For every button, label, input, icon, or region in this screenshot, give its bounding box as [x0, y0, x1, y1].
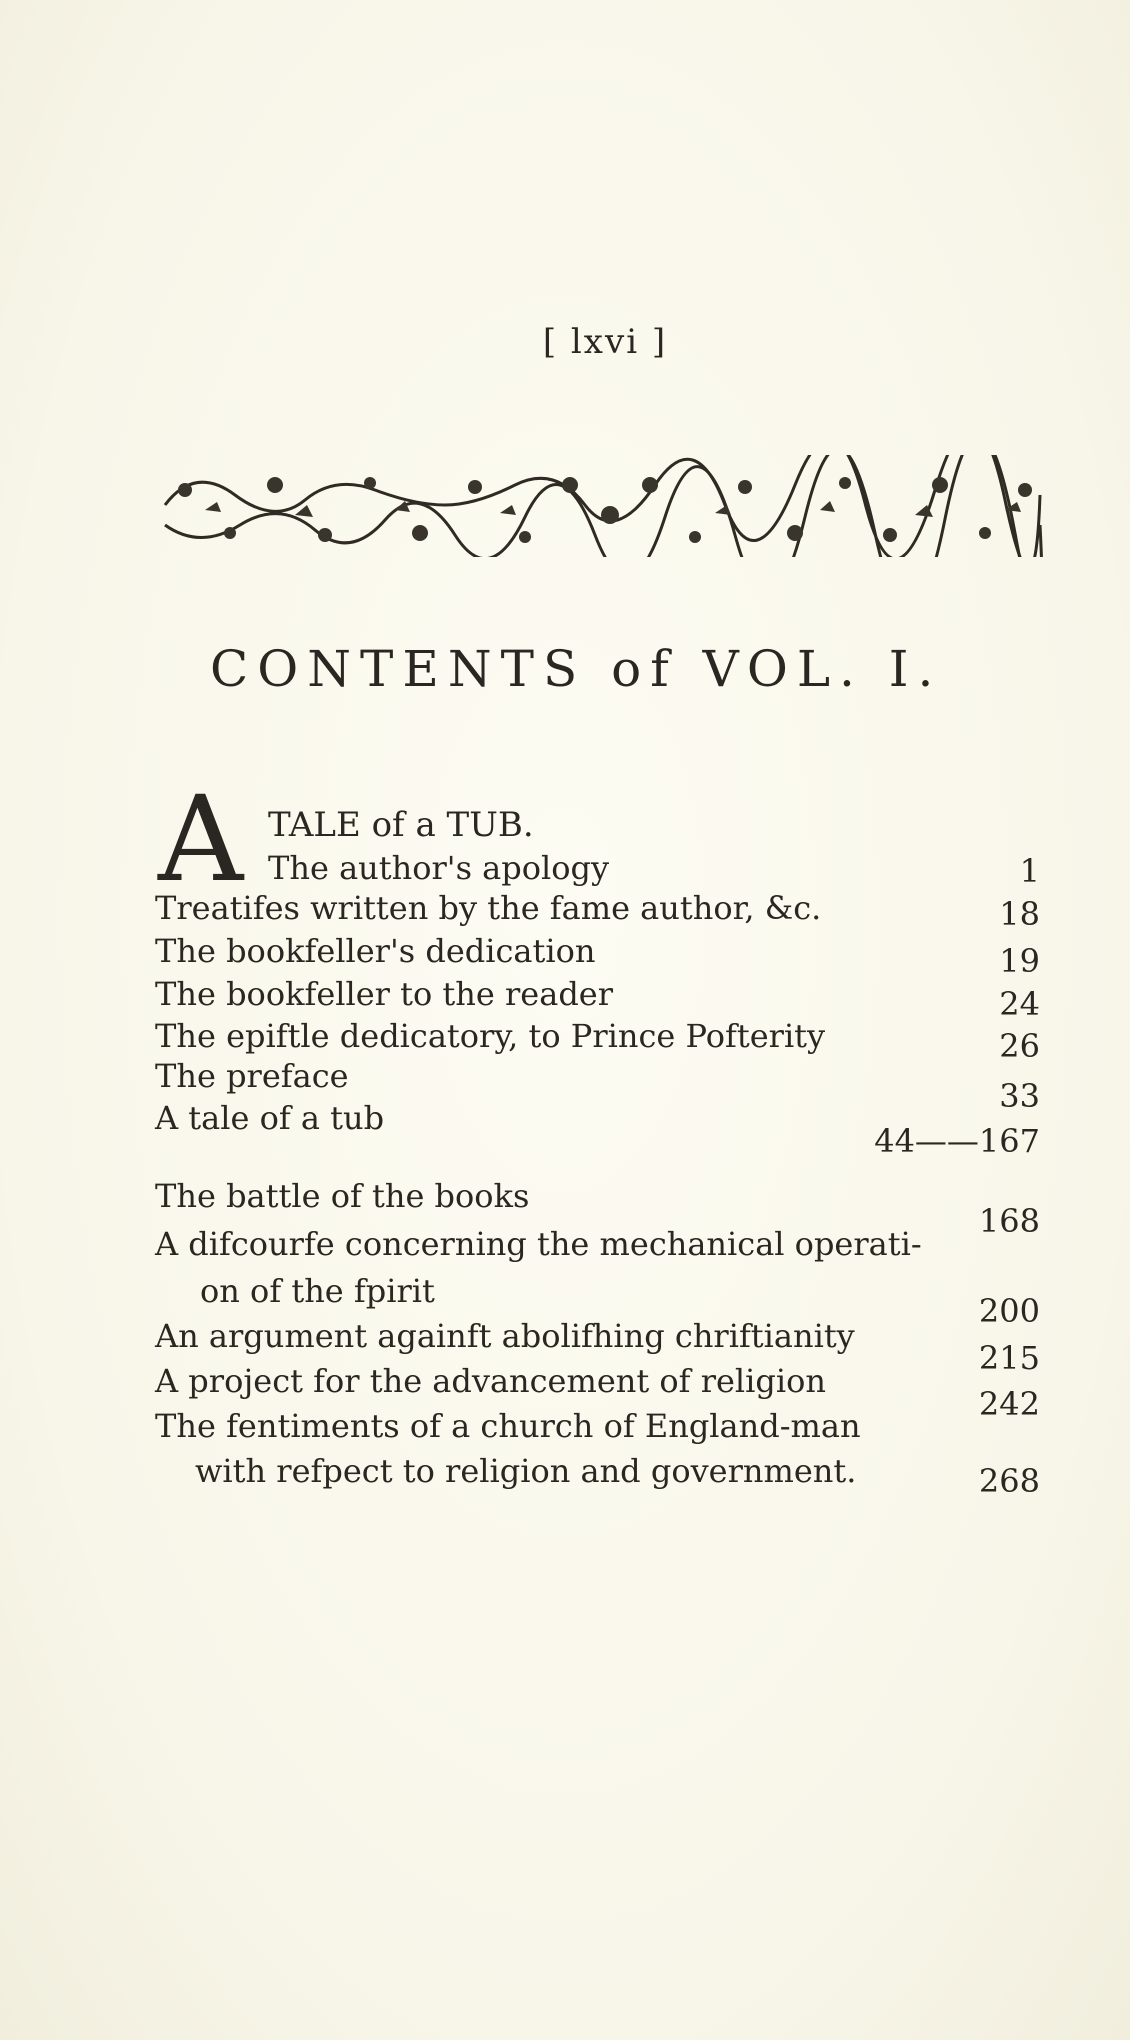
toc-entry-page: 242: [978, 1385, 1040, 1423]
toc-entry-page: 19: [999, 942, 1040, 980]
toc-entry-page: 44——167: [874, 1122, 1040, 1160]
toc-entry-text-continued: with refpect to religion and government.: [195, 1452, 857, 1490]
toc-entry-page: 24: [999, 985, 1040, 1023]
toc-entry-page: 33: [999, 1077, 1040, 1115]
toc-entry-text: The fentiments of a church of England-man: [155, 1407, 861, 1445]
toc-entry-text: The battle of the books: [155, 1177, 530, 1215]
toc-entry-text: The preface: [155, 1057, 349, 1095]
toc-entry-text: The bookfeller's dedication: [155, 932, 596, 970]
toc-entry-text: The bookfeller to the reader: [155, 975, 614, 1013]
toc-entry-text: The author's apology: [268, 849, 610, 887]
toc-entry-page: 26: [999, 1027, 1040, 1065]
toc-entry-text: Treatifes written by the fame author, &c.: [155, 889, 822, 927]
toc-entry-text: A tale of a tub: [155, 1099, 385, 1137]
toc-entry-page: 168: [978, 1202, 1040, 1240]
toc-entry-text: An argument againft abolifhing chriftianity: [155, 1317, 855, 1355]
toc-entry-text: A project for the advancement of religion: [155, 1362, 826, 1400]
toc-entry-page: 200: [978, 1292, 1040, 1330]
toc-entry-page: 268: [978, 1462, 1040, 1500]
toc-entry-page: 215: [978, 1339, 1040, 1377]
toc-entry-text: A difcourfe concerning the mechanical operati-: [155, 1225, 922, 1263]
toc-heading: TALE of a TUB.: [268, 805, 534, 845]
toc-entry-page: 1: [1019, 852, 1040, 890]
contents-title: CONTENTS of VOL. I.: [210, 640, 943, 698]
toc-entry-page: 18: [999, 895, 1040, 933]
toc-entry-text-continued: on of the fpirit: [200, 1272, 435, 1310]
toc-entry-text: The epiftle dedicatory, to Prince Pofterity: [155, 1017, 826, 1055]
page-number: [ lxvi ]: [542, 322, 668, 362]
drop-cap: A: [158, 770, 244, 908]
